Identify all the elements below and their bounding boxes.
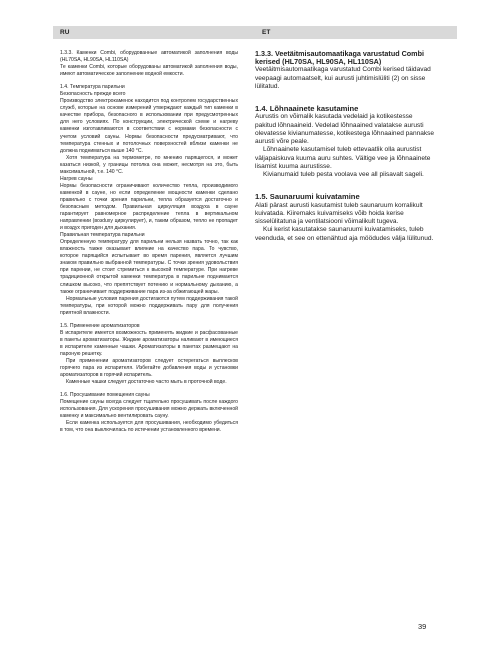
paragraph: Aurustis on võimalik kasutada vedelaid ja kotikestesse pakitud lõhnaaineid. Vedelad lõhnaained valatakse aurusti olevatesse kivianumatesse, kotikestega lõhnaained pannakse aurusti võre peale. [255, 113, 435, 146]
estonian-column [255, 50, 435, 243]
russian-column [60, 50, 238, 434]
language-tab-ru [53, 26, 255, 39]
paragraph: Kivianumaid tuleb pesta voolava vee all piisavalt sageli. [263, 171, 424, 179]
section-heading: 1.3.3. Каменки Combi, оборудованные автоматикой заполнения воды (HL70SA, HL90SA, HL110SA) [60, 50, 238, 64]
paragraph: Нормы безопасности ограничивают количество тепла, производимого каменкой в сауне, но если определение мощности каменки сделано правильно с точки зрения парильни, тепла образуется достаточно и безопасным методом. Правильная циркуляция воздуха в сауне гарантирует равномерное распределение тепла в вертикальном направлении (возduху циркулирует), и, таким образом, тепло не пропадет и воздух пригоден для дыхания. [60, 182, 238, 232]
subheading: Нагрев сауны [60, 175, 93, 182]
paragraph: Те каменки Combi, которые оборудованы автоматикой заполнения воды, имеют автоматическое заполнение водной емкости. [60, 64, 238, 78]
paragraph: Если каменка используется для просушивания, необходимо убедиться в том, что она выключилась по истечении установленного времени. [60, 420, 238, 434]
paragraph: Каменные чашки следует достаточно часто мыть в проточной воде. [66, 379, 227, 386]
paragraph: При применении ароматизаторов следует остерегаться выплесков горячего пара из испарителя. Избегайте добавления воды и установки ароматизаторов в горячий испаритель. [60, 357, 238, 379]
subheading: Правильная температура парильни [60, 232, 145, 239]
paragraph: Alati pärast aurusti kasutamist tuleb saunaruum korralikult kuivatada. Kiiremaks kuivamiseks võib hoida kerise sisselülitatuna ja ventilatsiooni võimalikult tugeva. [255, 201, 423, 226]
language-label-ru: RU [60, 29, 70, 36]
section-heading: 1.5. Saunaruumi kuivatamine [255, 192, 360, 202]
section-heading: 1.5. Применение ароматизаторов [60, 322, 140, 329]
paragraph: Нормальные условия парения достигаются путем поддерживания такой температуры, при которой можно поддерживать пару для получения приятной влажности. [60, 295, 238, 316]
paragraph: Хотя температура на термометре, по мнению парящегося, и может казаться низкой, у границы потолка она может, несмотря на это, быть максимальной, т.е. 140 °С. [60, 154, 238, 175]
paragraph: Определенную температуру для парильни нельзя назвать точно, так как влажность также оказывает влияние на качество пара. То чувство, которое парящийся испытывает во время парения, является лучшим знаком правильно выбранной температуры. С точки зрения удовольствия при парении, не стоит стремиться к высокой температуре. При нагреве традиционной открытой каменки температура в парильне поднимается слишком высоко, что препятствует потению и нормальному дыханию, а также ограничивает поддерживание пара из-за обжигающей жары. [60, 239, 238, 295]
language-label-et: ET [262, 29, 271, 36]
page-number: 39 [418, 622, 427, 631]
paragraph: Kui kerist kasutatakse saunaruumi kuivatamiseks, tuleb veenduda, et see on ettenähtud aja möödudes välja lülitunud. [255, 226, 434, 242]
paragraph: В испарителе имеется возможность применять жидкие и расфасованные в пакеты ароматизаторы. Жидкие ароматизаторы наливают в имеющиеся в испарителе каменные чашки. Ароматизаторы в пакетах размещают на пароную решетку. [60, 329, 238, 357]
section-heading: 1.4. Lõhnaainete kasutamine [255, 104, 359, 114]
paragraph: Veetäitmisautomaatikaga varustatud Combi kerised täidavad veepaagi automaatselt, kui aurusti juhtimislüliti (2) on sisse lülitatud. [255, 66, 431, 90]
subheading: Безопасность прежде всего [60, 91, 126, 98]
section-heading: 1.4. Температура парильни [60, 84, 125, 91]
section-heading: 1.3.3. Veetäitmisautomaatikaga varustatud Combi kerised (HL70SA, HL90SA, HL110SA) [255, 49, 424, 67]
paragraph: Lõhnaainete kasutamisel tuleb ettevaatlik olla aurustist väljapaiskuva kuuma auru suhtes. Vältige vee ja lõhnaainete lisamist kuuma aurustisse. [255, 146, 431, 170]
paragraph: Помещение сауны всегда следует тщательно просушивать после каждого использования. Для ускорения просушивания можно держать включенной каменку и максимально вентилировать сауну. [60, 399, 238, 420]
paragraph: Производство электрокаменок находится под контролем государственных служб, которые на основе измерений утверждают каждый тип каменки в качестве прибора, безопасного в использовании при предусмотренных для него условиях. По конструкции, электрической схеме и нагреву каменки изготавливаются в соответствии с нормами безопасности с учетом условий сауны. Нормы безопасности предусматривают, что температура стенных и потолочных поверхностей вблизи каменки не должна подниматься выше 140 °С. [60, 98, 238, 154]
language-tab-et [255, 26, 457, 39]
section-heading: 1.6. Просушивание помещения сауны [60, 392, 150, 399]
